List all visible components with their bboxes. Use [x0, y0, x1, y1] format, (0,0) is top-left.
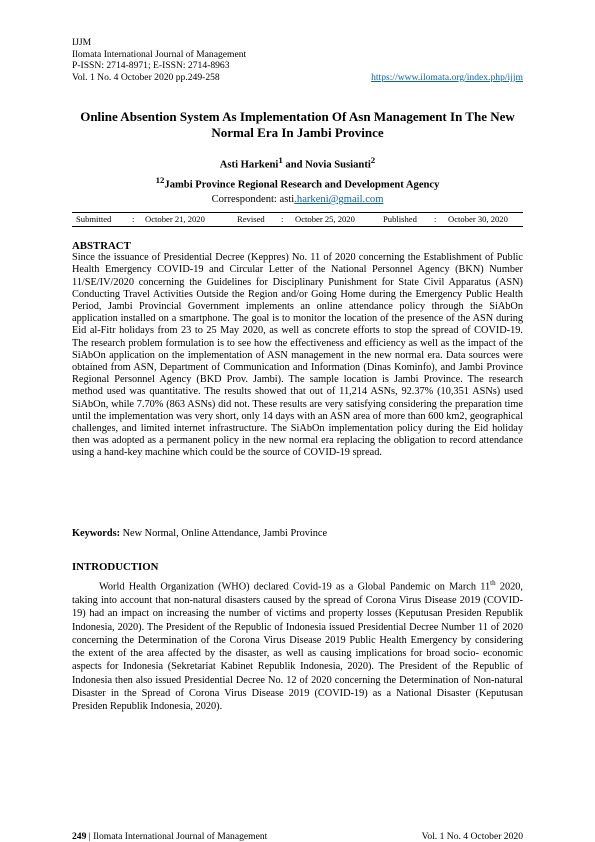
revised-date: October 25, 2020	[295, 214, 355, 224]
paper-title: Online Absention System As Implementation Of Asn Management In The New Normal Era In Jambi Province	[80, 109, 515, 140]
revised-label: Revised	[237, 214, 265, 224]
abstract-heading: ABSTRACT	[72, 240, 131, 252]
published-date: October 30, 2020	[448, 214, 508, 224]
affiliation: $^{12}$Jambi Province Regional Research and Development Agency	[155, 175, 440, 191]
submitted-date: October 21, 2020	[145, 214, 205, 224]
abstract-section	[72, 240, 523, 460]
author-block	[72, 153, 523, 208]
introduction-heading: INTRODUCTION	[72, 561, 159, 573]
journal-name: Ilomata International Journal of Management	[72, 48, 247, 60]
footer-right: Vol. 1 No. 4 October 2020	[421, 831, 523, 842]
page-footer	[72, 831, 523, 842]
footer-left: 249 | Ilomata International Journal of Management	[72, 831, 268, 842]
author-names: Asti Harkeni$^1$ and Novia Susianti$^2$	[219, 155, 376, 171]
journal-url-link[interactable]: https://www.ilomata.org/index.php/ijjm	[371, 71, 523, 83]
running-header	[72, 37, 523, 83]
intro-paragraph: World Health Organization (WHO) declared Covid-19 as a Global Pandemic on March 11th 2020, taking into account that non-natural disasters caused by the spread of Corona Virus Disease 2019 (COVID-19) had an impact on increasing the number of victims and property losses (Keputusan Presiden Republik Indonesia, 2020). The President of the Republic of Indonesia issued Presidential Decree Number 11 of 2020 concerning the Determination of the Corona Virus Disease 2019 Public Health Emergency by considering the extent of the area affected by the disaster, as well as causing implications for broad socio- economic aspects for Indonesia (Sekretariat Kabinet Republik Indonesia, 2020). The President of the Republic of Indonesia then also issued Presidential Decree No. 12 of 2020 concerning the Determination of Non-natural Disaster in the Spread of Corona Virus Disease 2019 (COVID-19) as a National Disaster (Keputusan Presiden Republik Indonesia, 2020).	[72, 579, 523, 713]
email-link[interactable]: .harkeni@gmail.com	[294, 194, 384, 206]
introduction-section	[72, 561, 523, 714]
volume-info: Vol. 1 No. 4 October 2020 pp.249-258	[72, 71, 220, 83]
correspondent: Correspondent: asti.harkeni@gmail.com	[211, 194, 384, 206]
keywords: Keywords: New Normal, Online Attendance, Jambi Province	[72, 528, 328, 539]
issn: P-ISSN: 2714-8971; E-ISSN: 2714-8963	[72, 60, 230, 72]
published-label: Published	[383, 214, 417, 224]
date-bar: Submitted : October 21, 2020 Revised : October 25, 2020 Published : October 30, 2020	[72, 212, 523, 227]
abstract-text: Since the issuance of Presidential Decree (Keppres) No. 11 of 2020 concerning the Establishment of Public Health Emergency COVID-19 and Circular Letter of the National Personnel Agency (BKN) Number 11/SE/IV/2020 concerning the Guidelines for Disciplinary Punishment for State Civil Apparatus (ASN) Conducting Travel Activities Outside the Region and/or Going Home during the Emergency Public Health Period, Jambi Provincial Government implements an online attendance policy through the SiAbOn application installed on a smartphone. The goal is to monitor the location of the presence of the ASN during Eid al-Fitr holidays from 23 to 25 May 2020, as well as concrete efforts to stop the spread of COVID-19. The research problem formulation is to see how the effectiveness and efficiency as well as the impact of the SiAbOn application on the implementation of ASN management in the new normal era. Data sources were obtained from ASN, Department of Communication and Information (Dinas Kominfo), and Jambi Province Regional Personnel Agency (BKD Prov. Jambi). The sample location is Jambi Province. The research method used was quantitative. The results showed that out of 11,214 ASNs, 92.37% (10,351 ASNs) used SiAbOn, while 7.70% (863 ASNs) did not. These results are very satisfying considering the preparation time until the implementation was very short, only 14 days with an ASN area of more than 600 km2, geographical challenges, and limited internet infrastructure. The SiAbOn implementation policy during the Eid holiday then was adopted as a permanent policy in the new normal era replacing the obligation to record attendance using a hand-key machine which could be the source of COVID-19 spread.	[72, 252, 523, 459]
submitted-label: Submitted	[76, 214, 112, 224]
journal-abbr: IJJM	[72, 37, 92, 48]
